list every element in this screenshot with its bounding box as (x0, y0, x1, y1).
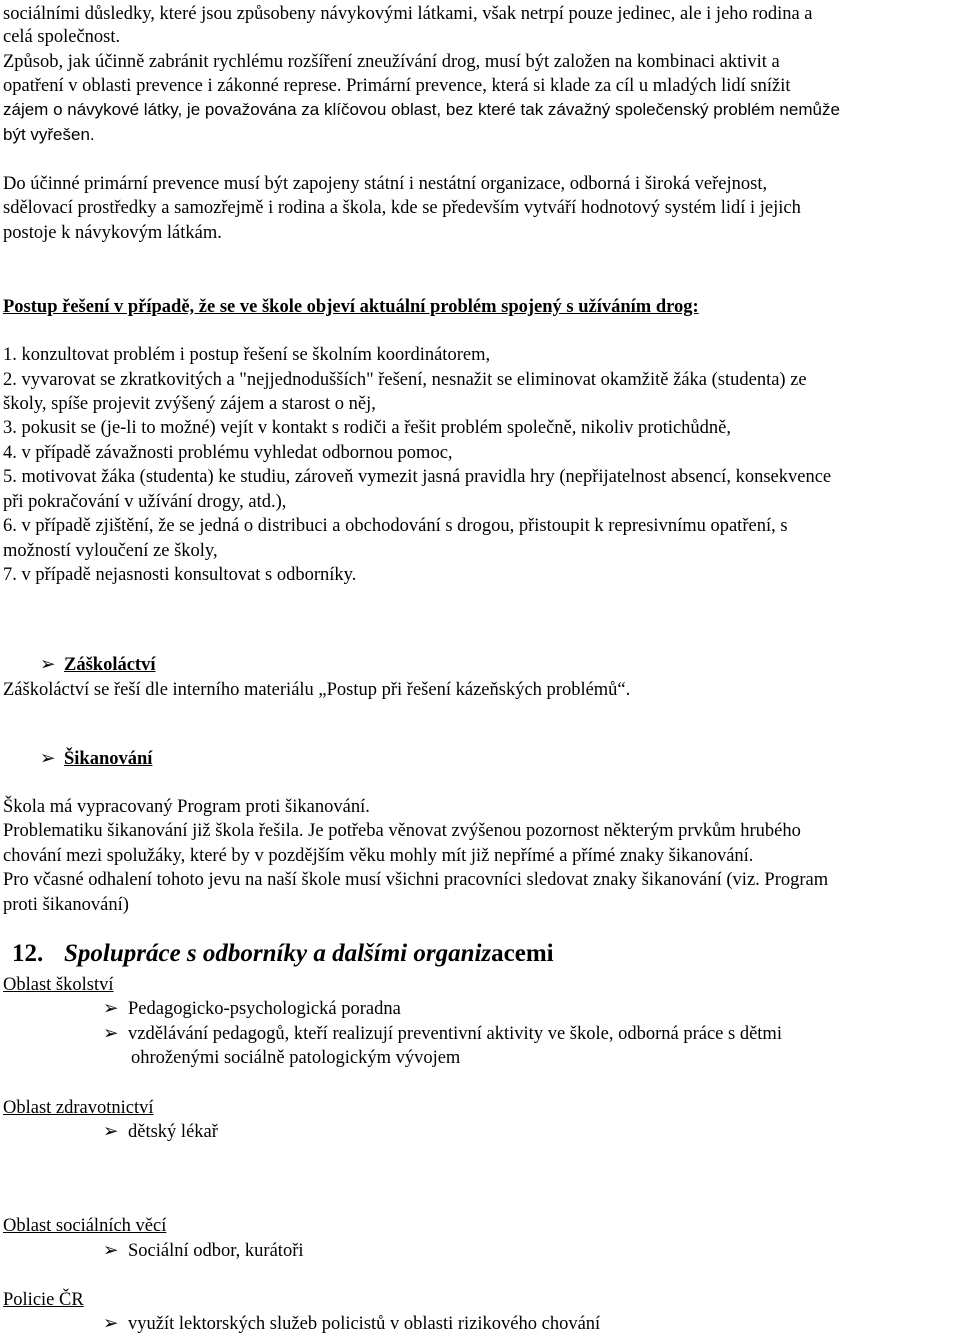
area-health-label: Oblast zdravotnictví (3, 1098, 154, 1118)
step-line: 2. vyvarovat se zkratkovitých a "nejjednodušších" řešení, nesnažit se eliminovat okamžitě žáka (studenta) ze (3, 370, 807, 390)
item-text: Sociální odbor, kurátoři (128, 1241, 304, 1261)
area-social-item (103, 1239, 304, 1263)
bullying-line: Škola má vypracovaný Program proti šikanování. (3, 797, 370, 817)
chapter-title-rest: acemi (491, 940, 554, 967)
arrow-bullet-icon: ➢ (103, 1241, 119, 1261)
bullying-heading (40, 747, 152, 771)
step-line: 3. pokusit se (je-li to možné) vejít v kontakt s rodiči a řešit problém společně, nikoliv protichůdně, (3, 418, 732, 438)
step-line: 5. motivovat žáka (studenta) ke studiu, zároveň vymezit jasná pravidla hry (nepřijatelnost absencí, konsekvence (3, 467, 832, 487)
area-social-label: Oblast sociálních věcí (3, 1216, 167, 1236)
step-line: 4. v případě závažnosti problému vyhledat odbornou pomoc, (3, 443, 453, 463)
step-line: 7. v případě nejasnosti konsultovat s odborníky. (3, 565, 357, 585)
bullying-line: Problematiku šikanování již škola řešila. Je potřeba věnovat zvýšenou pozornost některým prvkům hrubého (3, 821, 801, 841)
area-school-item-continuation: ohroženými sociálně patologickým vývojem (131, 1048, 461, 1068)
arrow-bullet-icon: ➢ (103, 1122, 119, 1142)
area-school-item (103, 997, 401, 1021)
paragraph-line: Do účinné primární prevence musí být zapojeny státní i nestátní organizace, odborná i široká veřejnost, (3, 174, 768, 194)
item-text: využít lektorských služeb policistů v oblasti rizikového chování (128, 1314, 601, 1334)
area-police-label: Policie ČR (3, 1290, 84, 1310)
item-text: Pedagogicko-psychologická poradna (128, 999, 401, 1019)
paragraph-line: zájem o návykové látky, je považována za klíčovou oblast, bez které tak závažný společenský problém nemůže (3, 100, 840, 119)
arrow-bullet-icon: ➢ (103, 999, 119, 1019)
paragraph-line: sociálními důsledky, které jsou způsobeny návykovými látkami, však netrpí pouze jedinec, ale i jeho rodina a (3, 4, 813, 24)
arrow-bullet-icon: ➢ (40, 749, 56, 769)
arrow-bullet-icon: ➢ (40, 655, 56, 675)
paragraph-line: být vyřešen. (3, 125, 95, 144)
paragraph-line: celá společnost. (3, 27, 121, 47)
steps-heading: Postup řešení v případě, že se ve škole objeví aktuální problém spojený s užíváním drog: (3, 297, 699, 317)
step-line: při pokračování v užívání drogy, atd.), (3, 492, 287, 512)
step-line: 6. v případě zjištění, že se jedná o distribuci a obchodování s drogou, přistoupit k represivnímu opatření, s (3, 516, 788, 536)
paragraph-line: Způsob, jak účinně zabránit rychlému rozšíření zneužívání drog, musí být založen na kombinaci aktivit a (3, 52, 780, 72)
area-police-item (103, 1312, 600, 1336)
chapter-heading (12, 940, 554, 968)
step-line: školy, spíše projevit zvýšený zájem a starost o něj, (3, 394, 376, 414)
bullying-line: proti šikanování) (3, 895, 129, 915)
paragraph-line: postoje k návykovým látkám. (3, 223, 222, 243)
arrow-bullet-icon: ➢ (103, 1024, 119, 1044)
paragraph-line: opatření v oblasti prevence i zákonné represe. Primární prevence, která si klade za cíl u mladých lidí snížit (3, 76, 791, 96)
area-school-label: Oblast školství (3, 975, 114, 995)
chapter-title-italic: Spolupráce s odborníky a dalšími organiz (64, 940, 492, 967)
step-line: možností vyloučení ze školy, (3, 541, 218, 561)
item-text: dětský lékař (128, 1122, 218, 1142)
area-health-item (103, 1120, 218, 1144)
bullying-title: Šikanování (64, 749, 153, 769)
area-school-item (103, 1022, 782, 1046)
item-text: vzdělávání pedagogů, kteří realizují preventivní aktivity ve škole, odborná práce s dětmi (128, 1024, 782, 1044)
paragraph-line: sdělovací prostředky a samozřejmě i rodina a škola, kde se především vytváří hodnotový systém lidí i jejich (3, 198, 801, 218)
arrow-bullet-icon: ➢ (103, 1314, 119, 1334)
step-line: 1. konzultovat problém i postup řešení se školním koordinátorem, (3, 345, 491, 365)
bullying-line: chování mezi spolužáky, které by v pozdějším věku mohly mít již nepřímé a přímé znaky šikanování. (3, 846, 754, 866)
truancy-heading (40, 653, 155, 677)
truancy-title: Záškoláctví (64, 655, 156, 675)
bullying-line: Pro včasné odhalení tohoto jevu na naší škole musí všichni pracovníci sledovat znaky šikanování (viz. Program (3, 870, 829, 890)
truancy-text: Záškoláctví se řeší dle interního materiálu „Postup při řešení kázeňských problémů“. (3, 680, 631, 700)
chapter-number: 12. (12, 940, 44, 967)
